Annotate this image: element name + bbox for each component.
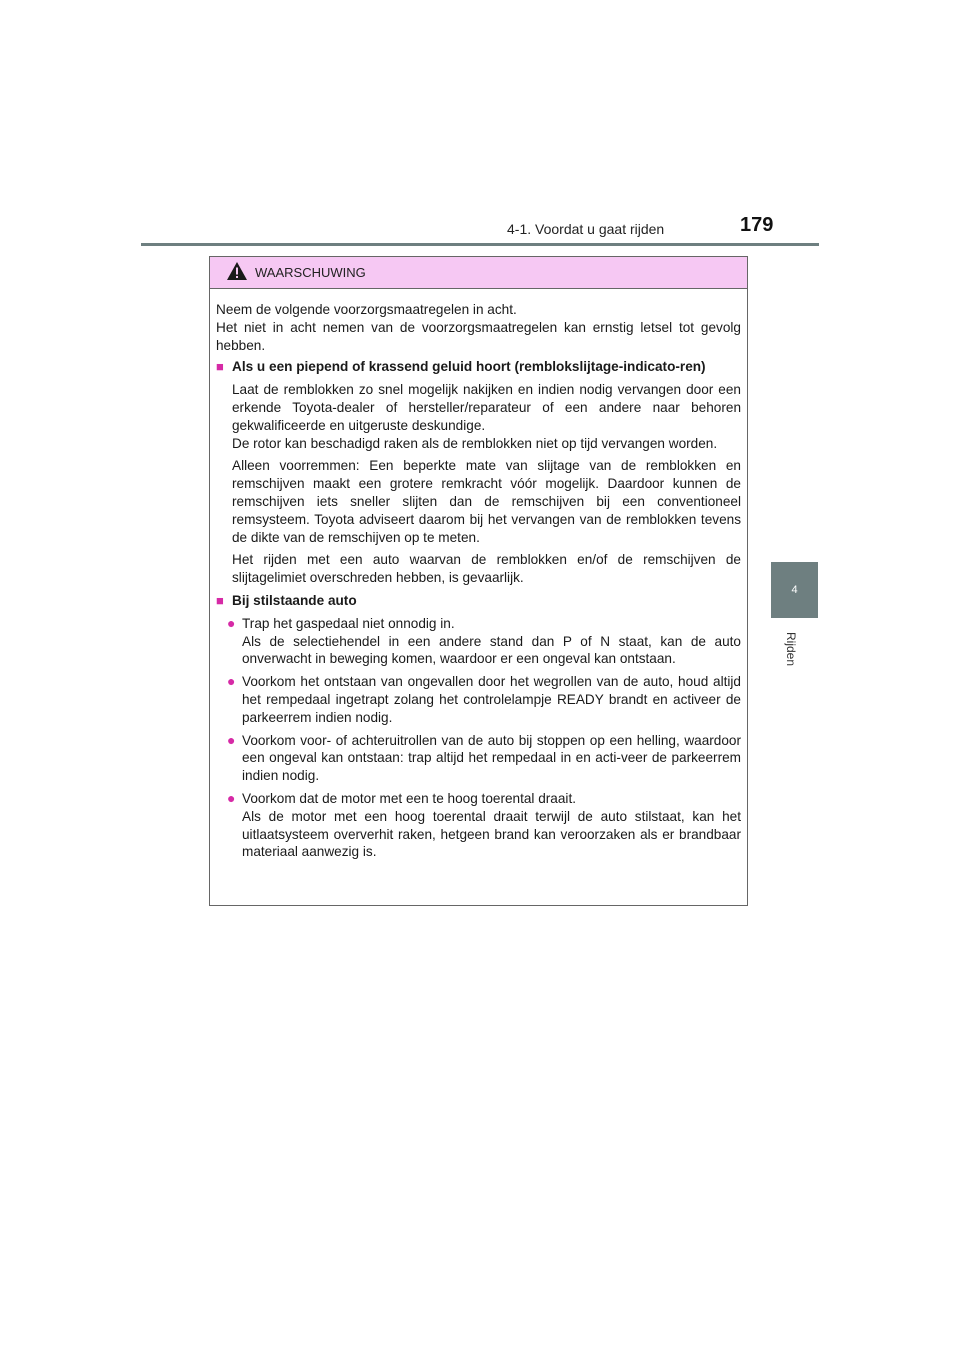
round-bullet-icon: ● bbox=[227, 673, 236, 690]
page-number: 179 bbox=[740, 214, 774, 236]
chapter-label: Rijden bbox=[784, 632, 798, 667]
bullet-line: Als de selectiehendel in een andere stand dan P of N staat, kan de auto onverwacht in beweging komen, waardoor er een ongeval kan ontstaan. bbox=[242, 633, 741, 667]
section-stationary bbox=[216, 592, 741, 610]
bullet-line: Voorkom voor- of achteruitrollen van de auto bij stoppen op een helling, waardoor een ongeval kan ontstaan: trap altijd het rempedaal in en acti-veer de parkeerrem indien nodig. bbox=[242, 732, 741, 784]
round-bullet-icon: ● bbox=[227, 614, 236, 631]
section-title: Bij stilstaande auto bbox=[232, 592, 357, 608]
warning-title: WAARSCHUWING bbox=[255, 265, 366, 280]
chapter-number: 4 bbox=[791, 584, 798, 596]
list-item bbox=[216, 615, 741, 668]
paragraph: Laat de remblokken zo snel mogelijk nakijken en indien nodig vervangen door een erkende Toyota-dealer of hersteller/reparateur of een andere naar behoren gekwalificeerde en uitgeruste deskundige. bbox=[232, 382, 741, 433]
square-bullet-icon: ■ bbox=[216, 359, 224, 375]
list-item bbox=[216, 790, 741, 861]
header-divider bbox=[141, 243, 819, 246]
bullet-line: Voorkom het ontstaan van ongevallen door het wegrollen van de auto, houd altijd het rempedaal ingetrapt zolang het controlelampje READY brandt en activeer de parkeerrem indien nodig. bbox=[242, 674, 741, 725]
paragraph: Alleen voorremmen: Een beperkte mate van slijtage van de remblokken en remschijven maakt een grotere remkracht vóór mogelijk. Daardoor kunnen de remschijven iets sneller slijten dan de remschijven bij een conventioneel remsysteem. Toyota adviseert daarom bij het vervangen van de remblokken tevens de dikte van de remschijven op te meten. bbox=[232, 458, 741, 545]
paragraph: Het rijden met een auto waarvan de remblokken en/of de remschijven de slijtagelimiet overschreden hebben, is gevaarlijk. bbox=[232, 552, 741, 586]
section-title: Als u een piepend of krassend geluid hoort (remblokslijtage-indicato-ren) bbox=[232, 359, 706, 375]
intro-line: Het niet in acht nemen van de voorzorgsmaatregelen kan ernstig letsel tot gevolg hebben. bbox=[216, 319, 741, 353]
paragraph: De rotor kan beschadigd raken als de remblokken niet op tijd vervangen worden. bbox=[232, 435, 718, 451]
bullet-line: Als de motor met een hoog toerental draait terwijl de auto stilstaat, kan het uitlaatsysteem oververhit raken, hetgeen brand kan veroorzaken als er brandbaar materiaal aanwezig is. bbox=[242, 808, 741, 860]
list-item bbox=[216, 673, 741, 726]
bullet-line: Trap het gaspedaal niet onnodig in. bbox=[242, 615, 455, 631]
warning-header bbox=[210, 257, 747, 289]
round-bullet-icon: ● bbox=[227, 789, 236, 806]
warning-intro bbox=[216, 301, 741, 354]
section-header: 4-1. Voordat u gaat rijden bbox=[507, 221, 665, 237]
warning-triangle-icon bbox=[226, 261, 248, 286]
list-item bbox=[216, 732, 741, 785]
section-content bbox=[216, 381, 741, 587]
warning-box bbox=[209, 256, 748, 906]
chapter-tab bbox=[771, 562, 818, 618]
round-bullet-icon: ● bbox=[227, 731, 236, 748]
intro-line: Neem de volgende voorzorgsmaatregelen in acht. bbox=[216, 302, 517, 317]
square-bullet-icon: ■ bbox=[216, 592, 224, 608]
section-brake-wear bbox=[216, 358, 741, 376]
warning-body bbox=[210, 289, 747, 861]
bullet-line: Voorkom dat de motor met een te hoog toerental draait. bbox=[242, 790, 577, 806]
